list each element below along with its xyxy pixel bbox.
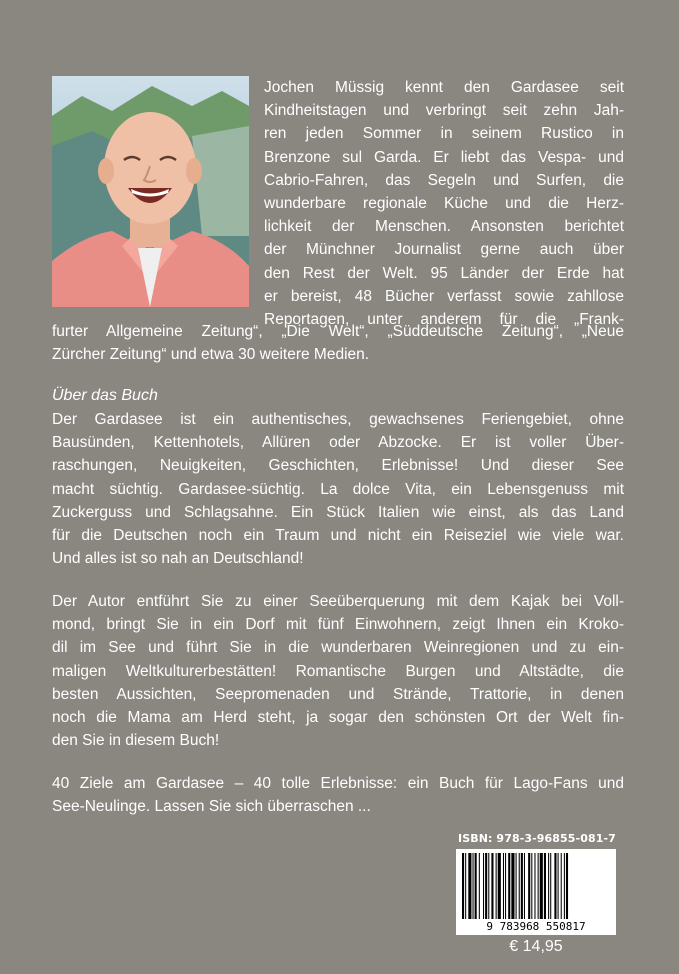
barcode-bar (544, 853, 546, 919)
barcode-bar (521, 853, 523, 919)
barcode-bar (479, 853, 480, 919)
paragraph-line: Bausünden, Kettenhotels, Allüren oder Abzocke. Er ist voller Über- (52, 434, 624, 452)
paragraph-line: den Sie in diesem Buch! (52, 732, 220, 750)
barcode-bar (554, 853, 556, 919)
paragraph-line: besten Aussichten, Seepromenaden und Strände, Trattorie, in denen (52, 685, 624, 703)
barcode-bar (508, 853, 510, 919)
barcode-bar (538, 853, 539, 919)
author-photo (52, 76, 249, 307)
barcode-bar (519, 853, 520, 919)
barcode-bar (468, 853, 471, 919)
barcode-bar (564, 853, 565, 919)
paragraph-line: noch die Mama am Herd steht, ja sogar den schönsten Ort der Welt fin- (52, 709, 624, 727)
about-book-heading: Über das Buch (52, 387, 158, 404)
barcode-bar (534, 853, 535, 919)
barcode-bar (550, 853, 551, 919)
bio-line: Cabrio-Fahren, das Segeln und Surfen, die (264, 171, 624, 189)
barcode-bar (505, 853, 506, 919)
paragraph-line: Der Autor entführt Sie zu einer Seeüberquerung mit dem Kajak bei Voll- (52, 593, 624, 610)
paragraph-line: dil im See und führt Sie in die wunderbaren Weinregionen und zu ein- (52, 639, 624, 657)
barcode-bar (561, 853, 562, 919)
paragraph-line: Zuckerguss und Schlagsahne. Ein Stück Italien wie einst, als das Land (52, 503, 624, 521)
barcode-bar (491, 853, 493, 919)
bio-line: Brenzone sul Garda. Er liebt das Vespa- und (264, 148, 624, 166)
barcode-bar (498, 853, 501, 919)
about-book-paragraph-2 (52, 590, 624, 752)
price: € 14,95 (509, 938, 563, 955)
barcode-bar (503, 853, 504, 919)
barcode-bar (473, 853, 474, 919)
barcode-bar (558, 853, 559, 919)
bio-line: wunderbare regionale Küche und die Herz- (264, 195, 624, 213)
author-bio-column (264, 76, 624, 331)
barcode-bar (462, 853, 464, 919)
paragraph-line: Der Gardasee ist ein authentisches, gewachsenes Feriengebiet, ohne (52, 411, 624, 428)
bio-line: er bereist, 48 Bücher verfasst sowie zahllose (264, 287, 624, 305)
bio-line: ren jeden Sommer in seinem Rustico in (264, 125, 624, 143)
bio-line: Reportagen, unter anderem für die „Frank- (264, 311, 624, 329)
barcode-bars (462, 853, 568, 919)
author-bio-continued (52, 320, 624, 366)
barcode-bar (465, 853, 466, 919)
paragraph-line: Und alles ist so nah an Deutschland! (52, 550, 304, 568)
barcode-bar (566, 853, 568, 919)
barcode-bar (485, 853, 487, 919)
barcode-bar (475, 853, 477, 919)
bio-line: lichkeit der Menschen. Ansonsten berichtet (264, 218, 624, 236)
bio-line: Zürcher Zeitung“ und etwa 30 weitere Medien. (52, 346, 370, 364)
barcode-bar (548, 853, 549, 919)
barcode-bar (516, 853, 517, 919)
isbn-label: ISBN: 978-3-96855-081-7 (458, 832, 616, 845)
paragraph-line: 40 Ziele am Gardasee – 40 tolle Erlebnisse: ein Buch für Lago-Fans und (52, 775, 624, 792)
barcode-bar (511, 853, 514, 919)
paragraph-line: See-Neulinge. Lassen Sie sich überraschen ... (52, 798, 371, 816)
barcode-digits: 9 783968 550817 (486, 920, 586, 933)
bio-line: der Münchner Journalist gerne auch über (264, 241, 624, 259)
barcode-bar (531, 853, 532, 919)
bio-line: den Rest der Welt. 95 Länder der Erde hat (264, 264, 624, 282)
paragraph-line: macht süchtig. Gardasee-süchtig. La dolce Vita, ein Lebensgenuss mit (52, 480, 624, 498)
barcode-bar (540, 853, 543, 919)
barcode-bar (524, 853, 525, 919)
about-book-paragraph-1 (52, 408, 624, 570)
paragraph-line: für die Deutschen noch ein Traum und nicht ein Reiseziel wie viele war. (52, 527, 624, 545)
paragraph-line: mond, bringt Sie in ein Dorf mit fünf Einwohnern, zeigt Ihnen ein Kroko- (52, 616, 624, 634)
about-book-paragraph-3 (52, 772, 624, 818)
barcode-bar (528, 853, 530, 919)
bio-line: Jochen Müssig kennt den Gardasee seit (264, 79, 624, 96)
barcode-bar (483, 853, 484, 919)
bio-line: furter Allgemeine Zeitung“, „Die Welt“, „Süddeutsche Zeitung“, „Neue (52, 323, 624, 340)
paragraph-line: maligen Weltkulturerbestätten! Romantische Burgen und Altstädte, die (52, 662, 624, 680)
barcode-bar (488, 853, 489, 919)
isbn-barcode (456, 849, 616, 935)
paragraph-line: raschungen, Neuigkeiten, Geschichten, Erlebnisse! Und dieser See (52, 457, 624, 475)
bio-line: Kindheitstagen und verbringt seit zehn Jah- (264, 102, 624, 120)
barcode-bar (496, 853, 497, 919)
